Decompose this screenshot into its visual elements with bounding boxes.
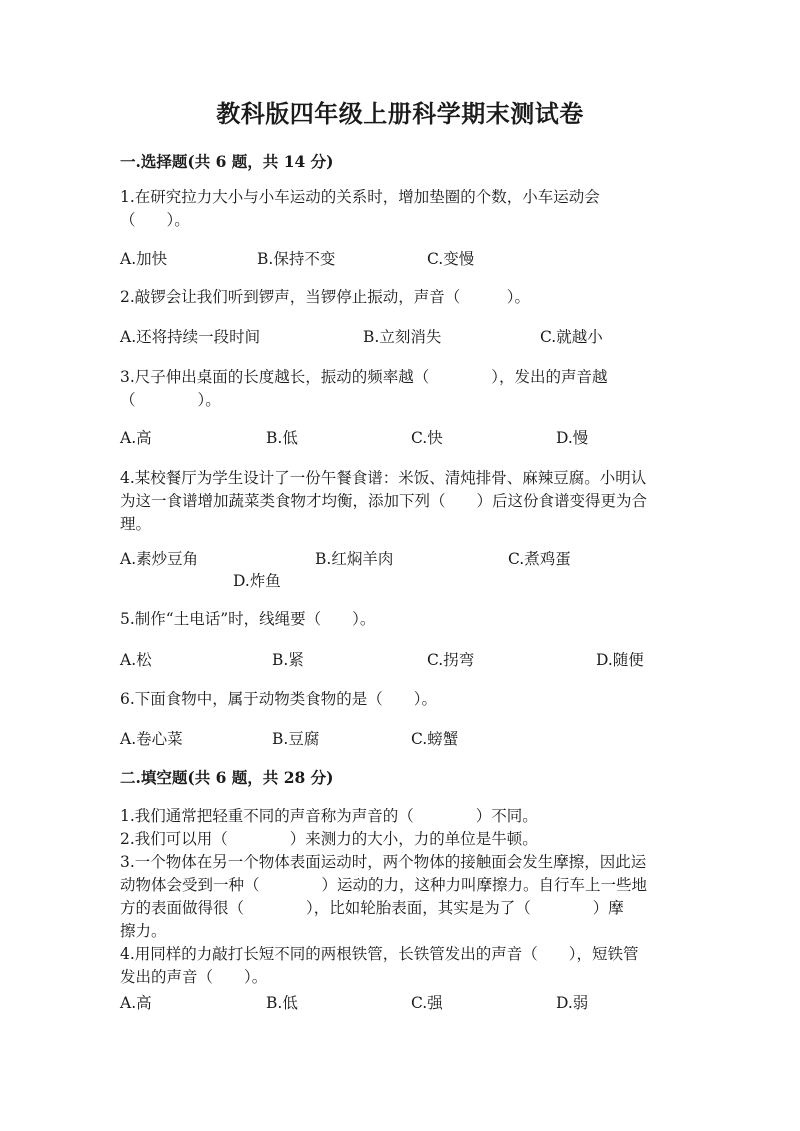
option-c: C.螃蟹 xyxy=(411,730,459,748)
question-2 xyxy=(120,286,690,309)
question-line: 为这一食谱增加蔬菜类食物才均衡，添加下列（ ）后这份食谱变得更为合 xyxy=(120,492,648,510)
fill-in-questions xyxy=(120,805,690,989)
option-b: B.保持不变 xyxy=(257,250,336,268)
option-a: A.素炒豆角 xyxy=(120,550,199,568)
option-b: B.豆腐 xyxy=(272,730,320,748)
option-d: D.随便 xyxy=(596,651,644,669)
question-3 xyxy=(120,366,690,412)
option-a: A.高 xyxy=(120,429,152,447)
option-d: D.炸鱼 xyxy=(233,572,281,590)
question-line: 2.我们可以用（ ）来测力的大小，力的单位是牛顿。 xyxy=(120,830,538,848)
option-d: D.慢 xyxy=(556,429,589,447)
question-line: 理。 xyxy=(120,515,152,533)
option-b: B.立刻消失 xyxy=(363,328,442,346)
section-heading-choice: 一.选择题(共 6 题，共 14 分) xyxy=(120,152,334,171)
question-4 xyxy=(120,467,690,536)
option-a: A.还将持续一段时间 xyxy=(120,328,261,346)
question-line: 发出的声音（ ）。 xyxy=(120,968,268,986)
question-line: 2.敲锣会让我们听到锣声，当锣停止振动，声音（ ）。 xyxy=(120,288,531,306)
question-line: 1.我们通常把轻重不同的声音称为声音的（ ）不同。 xyxy=(120,807,538,825)
question-5 xyxy=(120,608,690,631)
option-a: A.松 xyxy=(120,651,152,669)
question-line: 4.某校餐厅为学生设计了一份午餐食谱：米饭、清炖排骨、麻辣豆腐。小明认 xyxy=(120,469,647,487)
option-c: C.变慢 xyxy=(427,250,475,268)
page-title: 教科版四年级上册科学期末测试卷 xyxy=(216,99,584,128)
question-line: 动物体会受到一种（ ）运动的力，这种力叫摩擦力。自行车上一些地 xyxy=(120,876,648,894)
option-c: C.强 xyxy=(411,994,443,1012)
question-line: 6.下面食物中，属于动物类食物的是（ ）。 xyxy=(120,690,438,708)
option-a: A.卷心菜 xyxy=(120,730,183,748)
option-b: B.低 xyxy=(266,994,298,1012)
option-b: B.红焖羊肉 xyxy=(315,550,394,568)
option-b: B.紧 xyxy=(272,651,304,669)
question-line: （ ）。 xyxy=(120,391,221,409)
option-a: A.加快 xyxy=(120,250,168,268)
question-line: 3.一个物体在另一个物体表面运动时，两个物体的接触面会发生摩擦，因此运 xyxy=(120,853,647,871)
question-6 xyxy=(120,688,690,711)
option-a: A.高 xyxy=(120,994,152,1012)
option-b: B.低 xyxy=(266,429,298,447)
section-heading-fill: 二.填空题(共 6 题，共 28 分) xyxy=(120,768,334,787)
question-line: 方的表面做得很（ ），比如轮胎表面，其实是为了（ ）摩 xyxy=(120,899,624,917)
question-line: 5.制作“土电话”时，线绳要（ ）。 xyxy=(120,610,376,628)
question-line: 1.在研究拉力大小与小车运动的关系时，增加垫圈的个数，小车运动会 xyxy=(120,188,600,206)
option-c: C.快 xyxy=(411,429,443,447)
question-line: （ ）。 xyxy=(120,211,190,229)
option-c: C.就越小 xyxy=(540,328,603,346)
question-line: 4.用同样的力敲打长短不同的两根铁管，长铁管发出的声音（ ），短铁管 xyxy=(120,945,639,963)
option-c: C.拐弯 xyxy=(427,651,475,669)
question-1 xyxy=(120,186,690,232)
option-d: D.弱 xyxy=(556,994,589,1012)
question-line: 擦力。 xyxy=(120,922,167,940)
question-line: 3.尺子伸出桌面的长度越长，振动的频率越（ ），发出的声音越 xyxy=(120,368,608,386)
option-c: C.煮鸡蛋 xyxy=(508,550,571,568)
